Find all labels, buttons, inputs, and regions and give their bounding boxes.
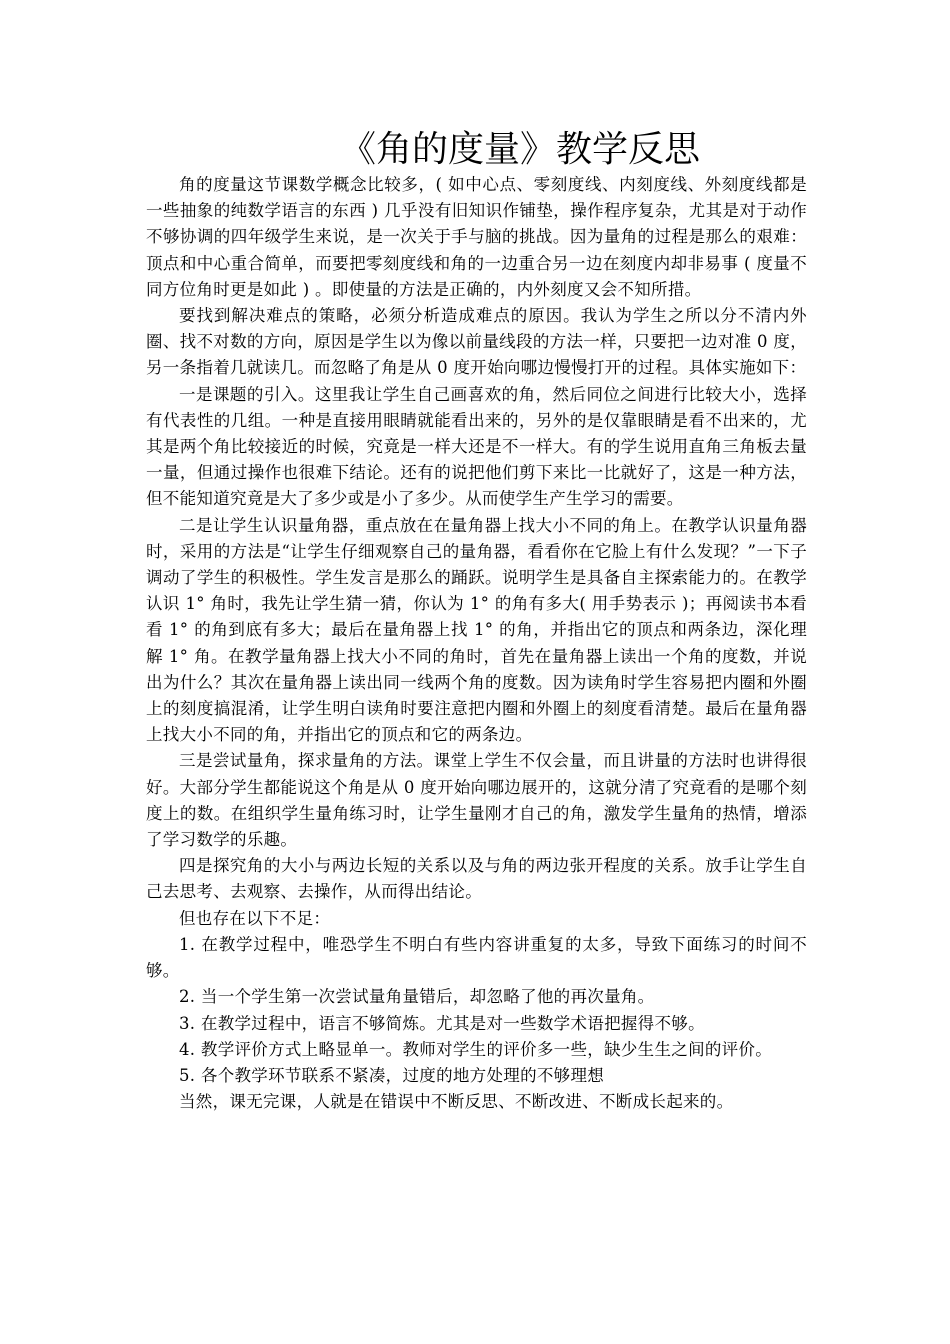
paragraph-step-one: 一是课题的引入。这里我让学生自己画喜欢的角，然后同位之间进行比较大小，选择有代表性的几组。一种是直接用眼睛就能看出来的，另外的是仅靠眼睛是看不出来的，尤其是两个角比较接近的时候，究竟是一样大还是不一样大。有的学生说用直角三角板去量一量，但通过操作也很难下结论。还有的说把他们剪下来比一比就好了，这是一种方法，但不能知道究竟是大了多少或是小了多少。从而使学生产生学习的需要。 [146,384,807,509]
paragraph-step-three: 三是尝试量角，探求量角的方法。课堂上学生不仅会量，而且讲量的方法时也讲得很好。大部分学生都能说这个角是从 0 度开始向哪边展开的，这就分清了究竟看的是哪个刻度上的数。在组织学生量角练习时，让学生量刚才自己的角，激发学生量角的热情，增添了学习数学的乐趣。 [146,751,807,850]
list-item-shortcoming-1: 1. 在教学过程中，唯恐学生不明白有些内容讲重复的太多，导致下面练习的时间不够。 [146,934,807,981]
list-item-shortcoming-3: 3. 在教学过程中，语言不够简炼。尤其是对一些数学术语把握得不够。 [179,1013,705,1033]
list-item-shortcoming-2: 2. 当一个学生第一次尝试量角量错后，却忽略了他的再次量角。 [179,987,655,1007]
paragraph-step-two: 二是让学生认识量角器，重点放在在量角器上找大小不同的角上。在教学认识量角器时，采用的方法是“让学生仔细观察自己的量角器，看看你在它脸上有什么发现？”一下子调动了学生的积极性。学生发言是那么的踊跃。说明学生是具备自主探索能力的。在教学认识 1° 角时，我先让学生猜一猜，你认为 1° 的角有多大( 用手势表示 )；再阅读书本看看 1° 的角到底有多大；最后在量角器上找 1° 的角，并指出它的顶点和两条边，深化理解 1° 角。在教学量角器上找大小不同的角时，首先在量角器上读出一个角的度数，并说出为什么？其次在量角器上读出同一线两个角的度数。因为读角时学生容易把内圈和外圈上的刻度搞混淆，让学生明白读角时要注意把内圈和外圈上的刻度看清楚。最后在量角器上找大小不同的角，并指出它的顶点和它的两条边。 [146,515,807,745]
paragraph-strategy: 要找到解决难点的策略，必须分析造成难点的原因。我认为学生之所以分不清内外圈、找不对数的方向，原因是学生以为像以前量线段的方法一样，只要把一边对准 0 度，另一条指着几就读几。而忽略了角是从 0 度开始向哪边慢慢打开的过程。具体实施如下： [146,306,807,378]
paragraph-conclusion: 当然，课无完课，人就是在错误中不断反思、不断改进、不断成长起来的。 [179,1092,734,1112]
paragraph-step-four: 四是探究角的大小与两边长短的关系以及与角的两边张开程度的关系。放手让学生自己去思考、去观察、去操作，从而得出结论。 [146,856,807,902]
document-title: 《角的度量》教学反思 [339,129,700,170]
document-body [146,172,807,1115]
paragraph-shortcomings-intro: 但也存在以下不足： [179,908,331,928]
paragraph-intro: 角的度量这节课数学概念比较多，( 如中心点、零刻度线、内刻度线、外刻度线都是一些抽象的纯数学语言的东西 ) 几乎没有旧知识作铺垫，操作程序复杂，尤其是对于动作不够协调的四年级学生来说，是一次关于手与脑的挑战。因为量角的过程是那么的艰难：顶点和中心重合简单，而要把零刻度线和角的一边重合另一边在刻度内却非易事 ( 度量不同方位角时更是如此 ) 。即使量的方法是正确的，内外刻度又会不知所措。 [146,175,807,299]
list-item-shortcoming-4: 4. 教学评价方式上略显单一。教师对学生的评价多一些，缺少生生之间的评价。 [179,1039,773,1059]
list-item-shortcoming-5: 5. 各个教学环节联系不紧凑，过度的地方处理的不够理想 [179,1065,605,1085]
